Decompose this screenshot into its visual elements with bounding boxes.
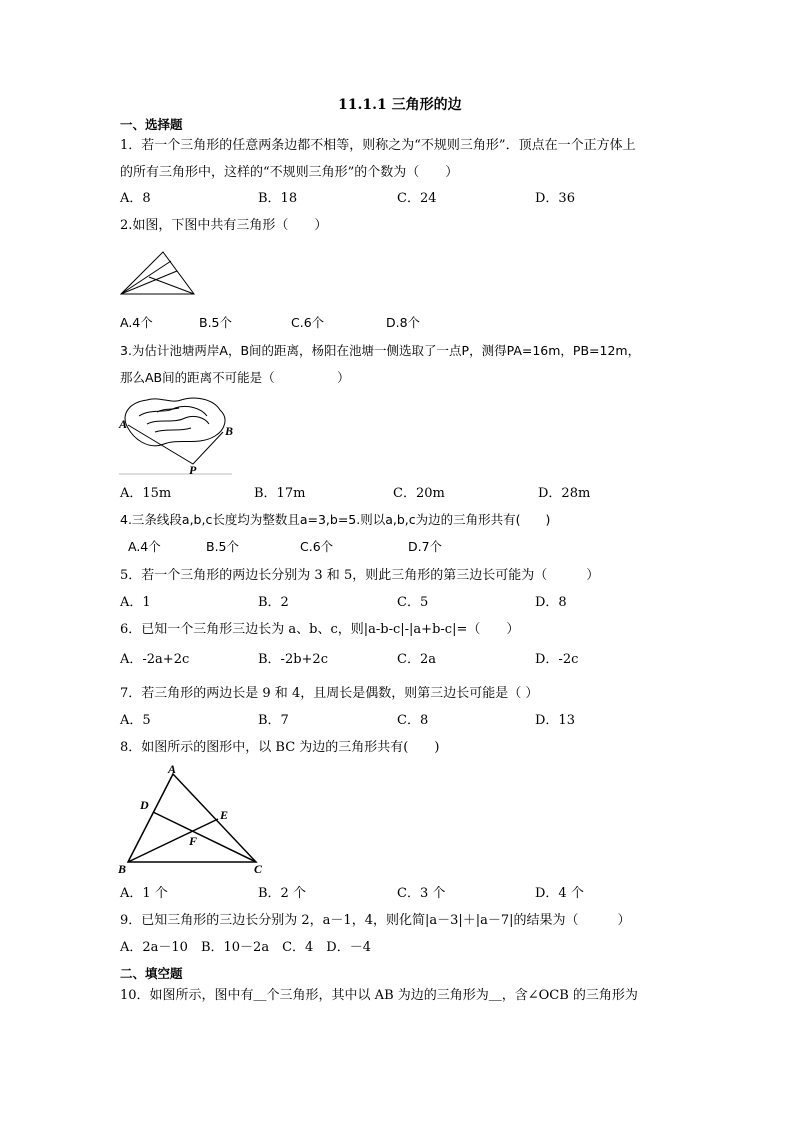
question-3-pond-figure xyxy=(119,394,233,476)
question-3-line-2: 那么AB间的距离不可能是（ ） xyxy=(120,370,350,385)
question-3-option-c: C．20m xyxy=(393,486,445,501)
question-1-option-c: C．24 xyxy=(397,191,437,206)
question-5-option-d: D．8 xyxy=(535,595,567,610)
question-7-option-b: B．7 xyxy=(258,713,289,728)
pond-ripple-2 xyxy=(147,416,209,424)
figure-8-label-a: A xyxy=(168,762,177,776)
question-6-option-a: A．-2a+2c xyxy=(120,652,190,667)
question-8-figure xyxy=(118,762,268,878)
question-6-text: 6．已知一个三角形三边长为 a、b、c，则|a-b-c|-|a+b-c|=（ ） xyxy=(120,622,520,637)
question-10-text: 10．如图所示，图中有＿个三角形，其中以 AB 为边的三角形为＿，含∠OCB 的三角形为 xyxy=(120,988,638,1003)
section-heading-choice: 一、选择题 xyxy=(120,117,183,132)
question-3-line-1: 3.为估计池塘两岸A，B间的距离，杨阳在池塘一侧选取了一点P，测得PA=16m，PB=12m， xyxy=(120,343,641,358)
question-2-option-d: D.8个 xyxy=(386,315,421,330)
figure-8-label-e: E xyxy=(220,808,229,822)
figure-8-segment-be xyxy=(128,819,218,862)
pond-ripple-1 xyxy=(139,406,207,416)
question-9-options: A．2a－10 B．10－2a C．4 D．－4 xyxy=(120,940,371,955)
question-7-option-d: D．13 xyxy=(535,713,575,728)
question-5-option-a: A．1 xyxy=(120,595,151,610)
question-5-text: 5．若一个三角形的两边长分别为 3 和 5，则此三角形的第三边长可能为（ ） xyxy=(120,568,600,583)
question-6-option-c: C．2a xyxy=(397,652,436,667)
question-8-option-a: A．1 个 xyxy=(120,886,168,901)
question-8-option-d: D．4 个 xyxy=(535,886,584,901)
page-title: 11.1.1 三角形的边 xyxy=(338,97,462,113)
question-5-option-b: B．2 xyxy=(258,595,289,610)
figure-8-triangle-abc xyxy=(128,774,256,862)
pond-label-a: A xyxy=(119,417,128,431)
figure-8-label-f: F xyxy=(189,834,198,848)
question-2-text: 2.如图，下图中共有三角形（ ） xyxy=(120,218,328,233)
pond-label-p: P xyxy=(189,463,197,477)
question-4-text: 4.三条线段a,b,c长度均为整数且a=3,b=5.则以a,b,c为边的三角形共有( ) xyxy=(120,512,551,527)
pond-outline xyxy=(125,398,225,446)
figure-2-outer-triangle xyxy=(121,252,194,294)
question-4-option-b: B.5个 xyxy=(206,539,240,554)
figure-8-segment-dc xyxy=(153,812,256,862)
question-9-text: 9．已知三角形的三边长分别为 2，a－1，4，则化简|a－3|＋|a－7|的结果为（ ） xyxy=(120,913,631,928)
question-1-option-d: D．36 xyxy=(535,191,575,206)
question-3-option-a: A．15m xyxy=(120,486,172,501)
question-1-option-a: A．8 xyxy=(120,191,151,206)
figure-8-label-c: C xyxy=(254,862,263,876)
question-4-option-a: A.4个 xyxy=(128,539,161,554)
question-5-option-c: C．5 xyxy=(397,595,429,610)
question-3-option-b: B．17m xyxy=(254,486,306,501)
figure-2-line-2 xyxy=(121,261,171,294)
question-1-line-1: 1．若一个三角形的任意两条边都不相等，则称之为“不规则三角形”．顶点在一个正方体上 xyxy=(120,138,636,153)
question-4-option-c: C.6个 xyxy=(300,539,334,554)
question-8-text: 8．如图所示的图形中，以 BC 为边的三角形共有( ) xyxy=(120,740,440,755)
question-2-figure xyxy=(119,249,197,297)
pond-label-b: B xyxy=(225,424,234,438)
figure-2-line-1 xyxy=(121,271,177,294)
section-heading-fill: 二、填空题 xyxy=(120,966,183,981)
question-1-option-b: B．18 xyxy=(258,191,298,206)
question-8-option-b: B．2 个 xyxy=(258,886,306,901)
question-7-option-a: A．5 xyxy=(120,713,151,728)
question-1-line-2: 的所有三角形中，这样的“不规则三角形”的个数为（ ） xyxy=(120,165,459,180)
question-6-option-b: B．-2b+2c xyxy=(258,652,328,667)
figure-8-label-d: D xyxy=(140,798,149,812)
question-4-option-d: D.7个 xyxy=(408,539,443,554)
question-2-option-a: A.4个 xyxy=(120,315,153,330)
figure-8-label-b: B xyxy=(118,862,127,876)
question-2-option-b: B.5个 xyxy=(199,315,233,330)
question-2-option-c: C.6个 xyxy=(291,315,325,330)
question-8-option-c: C．3 个 xyxy=(397,886,446,901)
question-6-option-d: D．-2c xyxy=(535,652,579,667)
question-3-option-d: D．28m xyxy=(538,486,591,501)
pond-ripple-3 xyxy=(155,428,191,432)
question-7-option-c: C．8 xyxy=(397,713,429,728)
question-7-text: 7．若三角形的两边长是 9 和 4，且周长是偶数，则第三边长可能是（ ） xyxy=(120,686,539,701)
pond-triangle-sides xyxy=(128,425,223,464)
